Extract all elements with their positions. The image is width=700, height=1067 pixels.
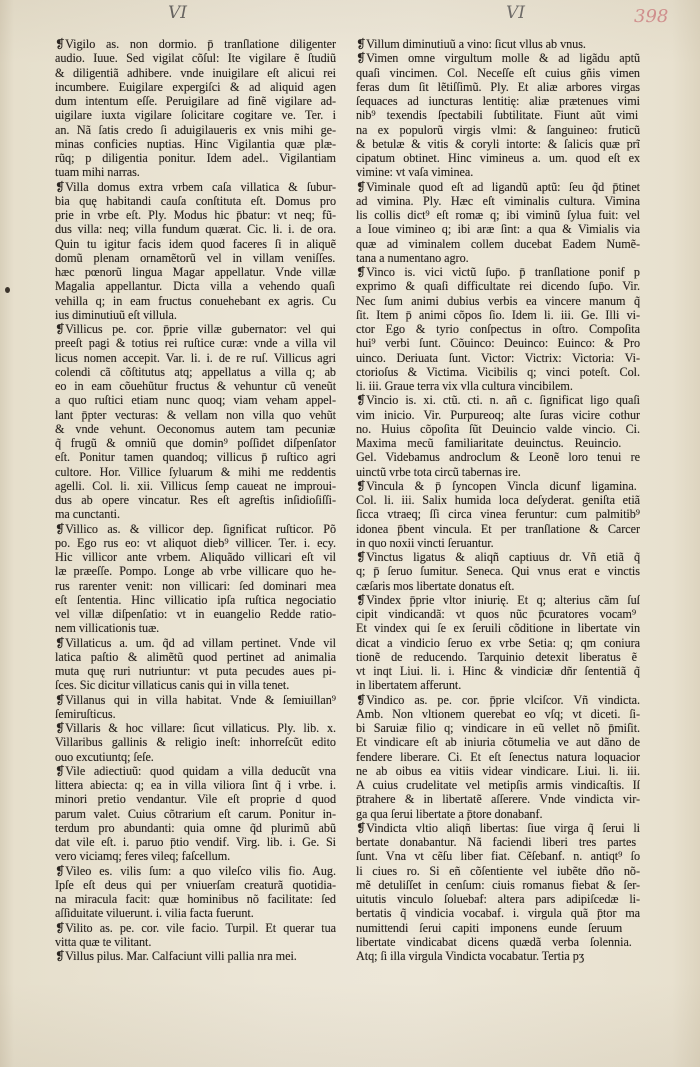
line-text: Gel. Videbamus androclum & Leonẽ loro tenui re — [356, 450, 640, 465]
text-line — [55, 251, 336, 265]
line-text: ius diminutiuũ eſt villula. — [55, 307, 177, 322]
dictionary-entry — [55, 37, 336, 180]
text-line — [55, 593, 336, 607]
text-line — [356, 37, 640, 51]
line-text: cipatum obtinet. Hinc vimineus a. um. quod eſt ex — [356, 151, 640, 165]
handwritten-mark: VI — [506, 3, 525, 23]
dictionary-entry — [55, 322, 336, 522]
text-line — [55, 835, 336, 849]
line-text: latica paſtio & alimẽtũ quod pertinet ad animalia — [55, 649, 336, 664]
text-line — [356, 536, 640, 550]
text-line — [55, 764, 336, 778]
text-line — [55, 265, 336, 279]
line-text: quaſi vincimen. Col. Neceſſe eſt cuius gñis vimen — [356, 65, 640, 80]
line-text: Villaribus gallinis & religio ineſt: inhorreſcũt edito — [55, 735, 336, 750]
line-text: ❡Vindex p̄prie vltor iniurię. Et q; alterius cãm ſuſ — [356, 592, 640, 607]
line-text: & diligentiã adhibere. vnde inuigilare eſt alicui rei — [55, 65, 336, 80]
line-text: vt inqt Liui. li. i. Hinc & vindiciæ dñr ſententiã q̃ — [356, 664, 640, 678]
text-line — [55, 564, 336, 578]
dictionary-entry — [356, 693, 640, 821]
text-line — [55, 165, 336, 179]
line-text: ❡Vilito as. pe. cor. vile facio. Turpil. Et querar tua — [55, 920, 336, 935]
line-text: incumbere. Euigilare expergiſci & ad aliquid agen — [55, 79, 336, 94]
text-line — [55, 921, 336, 935]
dictionary-entry — [356, 265, 640, 393]
line-text: an. Nã ſatis credo ſi aduigilaueris ex vnis mihi ge- — [55, 122, 336, 137]
line-text: Atq; ſi illa virgula Vindicta vocabatur. Tertia pʒ — [356, 949, 585, 963]
line-text: tana a numentano agro. — [356, 250, 469, 265]
line-text: ſicca vtraeq; ſſi circa vinea feruntur: cum palmitib⁹ — [356, 507, 640, 522]
text-line — [55, 308, 336, 322]
text-line — [55, 365, 336, 379]
text-line — [356, 465, 640, 479]
text-line — [356, 108, 640, 122]
text-line — [55, 194, 336, 208]
text-line — [55, 579, 336, 593]
line-text: cæſaris mos libertate donatus eſt. — [356, 578, 515, 593]
text-line — [356, 678, 640, 692]
line-text: a Ioue vimineo q; ibi aræ ſint: a qua & Vimialis via — [356, 222, 640, 237]
dictionary-entry — [55, 764, 336, 864]
text-line — [356, 664, 640, 678]
line-text: hui⁹ verbi ſunt. Cõuinco: Deuinco: Euinco: & Pro — [356, 336, 640, 351]
text-line — [356, 123, 640, 137]
text-line — [356, 237, 640, 251]
line-text: minas conficies nuptias. Hinc Vigilantia quæ plæ- — [55, 136, 336, 151]
text-line — [55, 408, 336, 422]
text-line — [55, 222, 336, 236]
line-text: ga qua ſerui libertate a p̄tore donabanf. — [356, 806, 543, 821]
text-line — [55, 507, 336, 521]
dictionary-entry — [356, 51, 640, 179]
line-text: cultore. Hor. Villice ſyluarum & mihi me reddentis — [55, 464, 336, 479]
text-line — [55, 450, 336, 464]
text-line — [356, 835, 640, 849]
line-text: dus villa: neq; villa fundum quærat. Cic. li. i. de ora. — [55, 222, 336, 237]
line-text: ma cunctanti. — [55, 507, 121, 522]
text-line — [356, 821, 640, 835]
text-line — [55, 379, 336, 393]
line-text: muta quę ruri nutriuntur: vt puta pecudes aues pi- — [55, 664, 336, 678]
text-line — [55, 878, 336, 892]
line-text: vehilla q; in eam fructus conuehebant ex agris. Cu — [55, 293, 336, 308]
text-line — [356, 194, 640, 208]
line-text: numittendi ſerui capiti imponens eunde ſeruum — [356, 920, 623, 935]
dictionary-entry — [55, 636, 336, 693]
line-text: ctorioſus & Victima. Vicibilis q; vinci poteſt. Col. — [356, 364, 640, 379]
line-text: licus nomen accepit. Var. li. i. de re ruſ. Villicus agri — [55, 350, 336, 365]
text-line — [356, 322, 640, 336]
text-line — [55, 66, 336, 80]
text-line — [356, 279, 640, 293]
right-column — [356, 37, 640, 963]
text-line — [55, 51, 336, 65]
text-line — [55, 735, 336, 749]
text-line — [356, 636, 640, 650]
text-line — [356, 294, 640, 308]
folio-number: 398 — [634, 6, 669, 27]
text-line — [55, 707, 336, 721]
line-text: ❡Vigilo as. non dormio. p̄ tranſlatione diligenter — [55, 37, 336, 51]
text-line — [55, 294, 336, 308]
line-text: Magalia appellantur. Dicta villa a vehendo quaſi — [55, 279, 336, 294]
text-line — [356, 393, 640, 407]
line-text: ❡Villico as. & villicor dep. ſignificat ruſticor. Põ — [55, 521, 336, 536]
handwritten-mark: VI — [168, 3, 187, 23]
line-text: ❡Villus pilus. Mar. Calfaciunt villi pallia nra mei. — [55, 949, 297, 963]
text-line — [55, 807, 336, 821]
text-line — [55, 607, 336, 621]
text-line — [356, 308, 640, 322]
text-line — [356, 408, 640, 422]
dictionary-entry — [55, 522, 336, 636]
line-text: cipit vindicandã: vt quos nũc p̄curatores vocam⁹ — [356, 607, 637, 621]
line-text: rus rarenter venit: non villicari: ſed dominari mea — [55, 578, 336, 593]
text-line — [356, 51, 640, 65]
text-line — [55, 80, 336, 94]
text-line — [55, 821, 336, 835]
line-text: parum valet. Cuius cõtrarium eſt carum. Ponitur in- — [55, 806, 336, 821]
text-line — [356, 807, 640, 821]
text-line — [356, 778, 640, 792]
line-text: ❡Vincula & p̄ ſyncopen Vincla dicunf ligamina. — [356, 478, 637, 493]
text-line — [356, 735, 640, 749]
line-text: uitutis vinculo ſoluebaf: altera pars adipiſcedæ li- — [356, 892, 640, 906]
text-line — [55, 935, 336, 949]
line-text: hæc pœnorũ lingua Magar appellatur. Vnde villæ — [55, 265, 336, 279]
text-line — [55, 465, 336, 479]
line-text: mẽ detuliſſet in cenſum: ciuis romanus fiebat & ſer- — [356, 877, 640, 892]
line-text: in quo noxii vincti ſeruantur. — [356, 535, 494, 550]
line-text: bi Saruiæ filio q; vindicare in eũ vellet nõ p̄miſit. — [356, 721, 640, 735]
dictionary-entry — [356, 393, 640, 479]
text-line — [55, 650, 336, 664]
line-text: no. Huius cõpoſita ſũt Deuincio valde vincio. Ci. — [356, 421, 640, 436]
text-line — [55, 493, 336, 507]
text-line — [356, 165, 640, 179]
text-line — [55, 536, 336, 550]
text-line — [356, 792, 640, 806]
line-text: littera abiecta: q; ea in villa viliora ſint q̃ i vrbe. i. — [55, 778, 336, 792]
line-text: preeſt pagi & totius rei ruſtice curæ: vnde a villa vil — [55, 336, 336, 351]
line-text: dicat a vindicio ſeruo ex vrbe Setia: q; qm coniura — [356, 635, 640, 650]
line-text: libertate vindicabat dicens quædã verba ſolennia. — [356, 934, 632, 949]
text-line — [55, 237, 336, 251]
line-text: ouo excutiuntq; ſeſe. — [55, 749, 154, 764]
line-text: tuam mihi narras. — [55, 165, 140, 180]
line-text: tionẽ de reducendo. Tarquinio detexit liberatus ẽ — [356, 649, 638, 664]
text-line — [356, 450, 640, 464]
text-line — [55, 479, 336, 493]
line-text: li ciues ro. Si eñ cõſentiente vel iubẽte dño nõ- — [356, 863, 640, 878]
dictionary-entry — [356, 593, 640, 693]
text-line — [55, 550, 336, 564]
line-text: & betulæ & vitis & coryli intorte: & ſalicis quæ prĩ — [356, 136, 640, 151]
line-text: & vnde vehunt. Oeconomus autem tam pecuniæ — [55, 421, 336, 436]
line-text: vel villæ diſpenſatio: vt in euangelio Redde ratio- — [55, 607, 336, 621]
line-text: ſemiruſticus. — [55, 706, 116, 721]
text-line — [55, 94, 336, 108]
text-line — [356, 607, 640, 621]
text-line — [55, 322, 336, 336]
line-text: quæ ad viminalem collem ducebat Eadem Numẽ- — [356, 236, 640, 251]
text-line — [356, 379, 640, 393]
text-line — [356, 507, 640, 521]
line-text: ❡Villicus pe. cor. p̄prie villæ gubernator: vel qui — [55, 322, 336, 336]
text-line — [356, 949, 640, 963]
text-line — [55, 678, 336, 692]
line-text: Ipſe eſt deus qui per vniuerſam creaturã quotidia- — [55, 877, 336, 892]
text-line — [356, 707, 640, 721]
text-line — [356, 579, 640, 593]
text-line — [55, 778, 336, 792]
line-text: eſt ſententia. Hinc villicatio ipſa ruſtica negociatio — [55, 592, 336, 607]
line-text: po. Ego rus eo: vt aliquot dieb⁹ villicer. Ter. i. ecy. — [55, 535, 336, 550]
text-line — [356, 80, 640, 94]
text-line — [55, 849, 336, 863]
text-line — [356, 436, 640, 450]
line-text: ❡Vinco is. vici victũ ſup̄o. p̄ tranſlatione ponif p — [356, 265, 640, 279]
line-text: exprimo & quaſi difficultate rei dicendo ſup̄o. Vir. — [356, 279, 640, 294]
line-text: agelli. Col. li. xii. Villicus ſemp caueat ne improui- — [55, 478, 336, 493]
line-text: ſunt. Vna vt cẽſu liber fiat. Cẽſebanf. n. antiqt⁹ ſo — [356, 849, 640, 864]
dictionary-entry — [55, 921, 336, 950]
line-text: ❡Vindico as. pe. cor. p̄prie vlciſcor. Vñ vindicta. — [356, 692, 640, 707]
line-text: ❡Vinctus ligatus & aliqñ captiuus dr. Vñ etiã q̃ — [356, 550, 640, 564]
line-text: ❡Villa domus extra vrbem caſa villatica & ſubur- — [55, 179, 336, 194]
line-text: ſit. Item p̄ animi cõpos ſio. Idem li. iii. Ge. Illi vi- — [356, 307, 640, 322]
line-text: q; p̄ ſeruo ſumitur. Seneca. Qui vnus erat e vinctis — [356, 564, 640, 579]
dictionary-entry — [356, 479, 640, 550]
line-text: vimine: vt vaſa viminea. — [356, 165, 474, 180]
line-text: uigilare iuxta vigilare ſolicitare cogitare ve. Ter. i — [55, 108, 336, 123]
line-text: Col. li. iii. Salix humida loca deſyderat. geniſta etiã — [356, 493, 640, 507]
line-text: lis collis dict⁹ eſt romæ q; ibi viminũ ſylua fuit: vel — [356, 208, 640, 222]
line-text: Quin tu igitur facis idem quod faceres ſi in aliquẽ — [55, 236, 336, 251]
dictionary-entry — [55, 180, 336, 323]
text-line — [55, 721, 336, 735]
text-line — [356, 251, 640, 265]
text-line — [356, 878, 640, 892]
text-line — [356, 222, 640, 236]
line-text: a quo ruſtici etiam nunc quoq; viam veham appel- — [55, 393, 336, 408]
text-line — [55, 906, 336, 920]
line-text: minori pretio vendantur. Vile eſt proprie d quod — [55, 792, 336, 807]
line-text: vim inicio. Vir. Purpureoq; alte ſuras vicire cothur — [356, 407, 640, 422]
text-line — [356, 336, 640, 350]
dictionary-entry — [356, 180, 640, 266]
text-line — [55, 664, 336, 678]
line-text: A cuius crudelitate vel metipſis armis vindicaſtis. Iſ — [356, 778, 640, 792]
line-text: ❡Vindicta vltio aliqñ libertas: ſiue virga q̃ ſerui li — [356, 820, 640, 835]
line-text: uinco. Deriuata ſunt. Victor: Victrix: Victoria: Vi- — [356, 350, 640, 365]
line-text: bertate donabantur. Nã faciendi liberi tres partes — [356, 835, 637, 849]
line-text: ❡Villum diminutiuũ a vino: ſicut vllus ab vnus. — [356, 37, 586, 51]
text-line — [55, 792, 336, 806]
line-text: Et vindicare eſt ab iniuria cõtumelia ve aut dãno de — [356, 735, 640, 750]
line-text: terdum pro abundanti: quia omne q̃d plurimũ abũ — [55, 820, 336, 835]
text-line — [356, 693, 640, 707]
line-text: feras dum ſit lẽtiſſimũ. Ply. Et aliæ arbores virgas — [356, 79, 640, 94]
text-line — [356, 892, 640, 906]
ink-spot — [5, 287, 10, 293]
line-text: Hic villicor ante vrbem. Aliquãdo villicari eſt vil — [55, 550, 336, 564]
text-line — [356, 522, 640, 536]
line-text: prie in vrbe eſt. Ply. Modus hic p̄batur: vt neq; fũ- — [55, 208, 336, 222]
line-text: uinctũ vrbe tota circũ tabernas ire. — [356, 464, 521, 479]
text-line — [356, 621, 640, 635]
text-line — [55, 180, 336, 194]
text-line — [356, 180, 640, 194]
line-text: eſt. Ponitur tamen quandoq; villicus p̄ ruſtico agri — [55, 450, 336, 465]
text-line — [55, 351, 336, 365]
line-text: ſequaces ad iuncturas lentitię: aliæ prætenues vimi — [356, 94, 640, 108]
text-line — [356, 750, 640, 764]
text-line — [356, 422, 640, 436]
line-text: vero viciamq; feres vileq; faſcellum. — [55, 849, 231, 864]
dictionary-entry — [55, 949, 336, 963]
text-line — [356, 94, 640, 108]
text-line — [55, 522, 336, 536]
text-line — [55, 208, 336, 222]
line-text: dum intentum eſſe. Peruigilare ad finẽ vigilare ad- — [55, 94, 336, 108]
line-text: ❡Viminale quod eſt ad ligandũ aptũ: ſeu q̃d p̄tinet — [356, 179, 640, 194]
text-line — [356, 365, 640, 379]
line-text: Et vindex qui ſe ex ſeruili cõditione in libertate vin — [356, 621, 640, 636]
dictionary-entry — [356, 821, 640, 964]
line-text: ❡Vileo es. vilis ſum: a quo vileſco vilis fio. Aug. — [55, 863, 336, 878]
text-line — [356, 550, 640, 564]
dictionary-entry — [356, 550, 640, 593]
line-text: li. iii. Graue terra vix vlla cultura vincibilem. — [356, 379, 573, 393]
line-text: q̃ frugũ & omniũ que domin⁹ poſſidet diſpenſator — [55, 436, 336, 450]
line-text: aſſiduitate viluerunt. i. vilia facta fuerunt. — [55, 906, 254, 921]
text-line — [356, 208, 640, 222]
line-text: nem villicationis tuæ. — [55, 621, 160, 636]
text-line — [356, 265, 640, 279]
text-line — [55, 393, 336, 407]
text-line — [55, 123, 336, 137]
line-text: ❡Vile adiectiuũ: quod quidam a villa deducũt vna — [55, 763, 336, 778]
text-line — [55, 892, 336, 906]
line-text: Amb. Non vltionem querebat eo vſq; vt diceti. ſi- — [356, 706, 640, 721]
line-text: na miracula facit: quæ hominibus nõ facilitate: ſed — [55, 892, 336, 906]
dictionary-entry — [356, 37, 640, 51]
text-line — [356, 151, 640, 165]
line-text: ne ab oibus ea vitiis videar vindicare. Liui. li. iii. — [356, 763, 640, 778]
text-line — [356, 479, 640, 493]
line-text: dat vile eſt. i. paruo p̄tio vendif. Virg. lib. i. Ge. Si — [55, 835, 336, 849]
text-line — [356, 764, 640, 778]
line-text: in libertatem afferunt. — [356, 678, 462, 693]
text-line — [356, 849, 640, 863]
text-line — [55, 636, 336, 650]
line-text: ❡Villanus qui in villa habitat. Vnde & ſemiuillan⁹ — [55, 692, 336, 707]
line-text: bia quę habitandi cauſa conſtituta eſt. Domus pro — [55, 193, 336, 208]
line-text: ſces. Sic dicitur villaticus canis qui in villa tenet. — [55, 678, 290, 693]
line-text: na ex populorũ virgis vlmi: & ſanguineo: fruticũ — [356, 122, 640, 137]
text-line — [356, 650, 640, 664]
text-line — [356, 564, 640, 578]
line-text: Maxima mecũ familiaritate deuinctus. Reuincio. — [356, 436, 622, 450]
line-text: eo in eam cõuehũtur fructus & vehuntur cũ veneũt — [55, 379, 336, 393]
text-line — [356, 906, 640, 920]
line-text: bertatis q̃ vindicia vocabaf. i. virgula quã p̄tor ma — [356, 906, 640, 921]
text-line — [356, 721, 640, 735]
line-text: ctor Ego & tyrio conſpectus in oſtro. Compoſita — [356, 322, 640, 336]
text-line — [356, 935, 640, 949]
line-text: ❡Vimen omne virgultum molle & ad ligãdu aptũ — [356, 51, 640, 66]
text-line — [55, 621, 336, 635]
text-line — [55, 422, 336, 436]
text-line — [356, 137, 640, 151]
left-column — [55, 37, 336, 963]
text-line — [356, 351, 640, 365]
text-line — [55, 137, 336, 151]
text-line — [55, 108, 336, 122]
line-text: vitta quæ te vilitant. — [55, 934, 152, 949]
text-line — [55, 750, 336, 764]
line-text: ❡Vincio is. xi. ctũ. cti. n. añ c. ſignificat ligo quaſi — [356, 393, 640, 408]
text-line — [55, 37, 336, 51]
text-line — [356, 593, 640, 607]
line-text: idonea p̄bent vincula. Et per tranſlatione & Carcer — [356, 521, 640, 536]
text-line — [356, 493, 640, 507]
dictionary-entry — [55, 864, 336, 921]
line-text: domũ plenam ornamẽtorũ vel in villam veniſſes. — [55, 250, 336, 265]
line-text: p̄trahere & in libertatẽ aſſerere. Vnde vindicta vir- — [356, 792, 640, 807]
text-line — [356, 66, 640, 80]
text-line — [55, 436, 336, 450]
line-text: ❡Villaticus a. um. q̃d ad villam pertinet. Vnde vil — [55, 635, 336, 650]
line-text: dus ab opere vincatur. Res eſt agreſtis inſidioſiſſi- — [55, 493, 336, 507]
text-line — [55, 151, 336, 165]
line-text: audio. Iuue. Sed vigilat cõſul: Ite vigilare ẽ ſtudiũ — [55, 51, 336, 66]
text-line — [356, 921, 640, 935]
text-line — [55, 949, 336, 963]
line-text: ❡Villaris & hoc villare: ſicut villaticus. Ply. lib. x. — [55, 721, 336, 735]
line-text: fendere liberare. Ci. Et eſt ſenectus natura loquacior — [356, 749, 640, 764]
text-line — [55, 336, 336, 350]
line-text: Nec ſum animi dubius verbis ea vincere manum q̃ — [356, 293, 640, 308]
line-text: lant p̄pter vecturas: & vellam non villa quo vehũt — [55, 407, 336, 422]
text-line — [356, 864, 640, 878]
line-text: colendi cã cõſtitutus atq; appellatus a villa q; ab — [55, 364, 336, 379]
text-line — [55, 693, 336, 707]
line-text: læ præeſſe. Pompo. Longe ab vrbe villicare quo he- — [55, 564, 336, 579]
dictionary-entry — [55, 693, 336, 722]
dictionary-entry — [55, 721, 336, 764]
text-line — [55, 279, 336, 293]
line-text: nib⁹ texendis ſpectabili ſubtilitate. Fiunt aũt vimi — [356, 108, 639, 123]
text-line — [55, 864, 336, 878]
line-text: rũq; p diligentia ponitur. Idem adel.. Vigilantiam — [55, 151, 336, 165]
line-text: ad vimina. Ply. Hæc eſt viminalis cultura. Vimina — [356, 193, 640, 208]
